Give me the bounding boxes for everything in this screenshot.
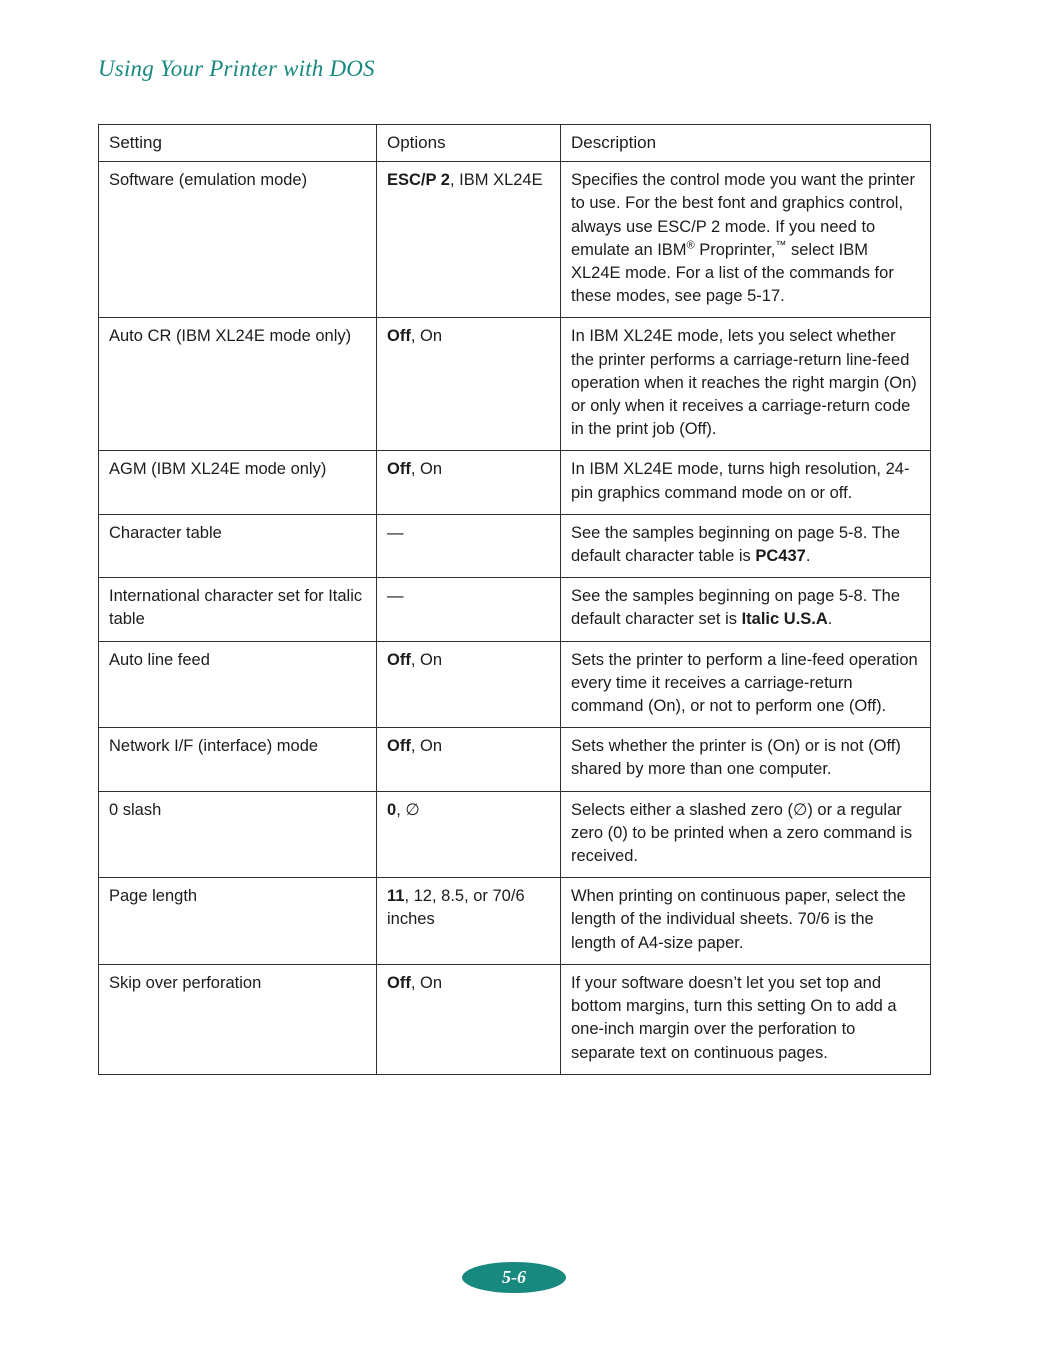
cell-description: Sets the printer to perform a line-feed operation every time it receives a carriage-return command (On), or not to perform one (Off). xyxy=(561,641,931,728)
cell-description: If your software doesn’t let you set top and bottom margins, turn this setting On to add a one-inch margin over the perforation to separate text on continuous pages. xyxy=(561,964,931,1074)
cell-setting: Skip over perforation xyxy=(99,964,377,1074)
cell-description: Selects either a slashed zero (∅) or a regular zero (0) to be printed when a zero command is received. xyxy=(561,791,931,878)
cell-options: Off, On xyxy=(377,641,561,728)
cell-options: Off, On xyxy=(377,451,561,514)
header-row xyxy=(99,125,931,162)
settings-table-header xyxy=(99,125,931,162)
page-number-badge: 5-6 xyxy=(462,1262,566,1293)
cell-description: See the samples beginning on page 5-8. The default character set is Italic U.S.A. xyxy=(561,578,931,641)
settings-table xyxy=(98,124,931,1075)
cell-setting: Network I/F (interface) mode xyxy=(99,728,377,791)
cell-setting: Auto line feed xyxy=(99,641,377,728)
page-title: Using Your Printer with DOS xyxy=(98,56,375,81)
cell-setting: International character set for Italic table xyxy=(99,578,377,641)
table-row xyxy=(99,964,931,1074)
cell-setting: Software (emulation mode) xyxy=(99,162,377,318)
column-header-options: Options xyxy=(377,125,561,162)
column-header-setting: Setting xyxy=(99,125,377,162)
cell-options: Off, On xyxy=(377,728,561,791)
table-row xyxy=(99,318,931,451)
cell-options: Off, On xyxy=(377,964,561,1074)
cell-description: When printing on continuous paper, select the length of the individual sheets. 70/6 is the length of A4-size paper. xyxy=(561,878,931,965)
cell-setting: 0 slash xyxy=(99,791,377,878)
table-row xyxy=(99,728,931,791)
cell-setting: Character table xyxy=(99,514,377,577)
cell-setting: AGM (IBM XL24E mode only) xyxy=(99,451,377,514)
cell-description: In IBM XL24E mode, turns high resolution, 24-pin graphics command mode on or off. xyxy=(561,451,931,514)
cell-description: In IBM XL24E mode, lets you select whether the printer performs a carriage-return line-feed operation when it reaches the right margin (On) or only when it receives a carriage-return code in the print job (Off). xyxy=(561,318,931,451)
column-header-description: Description xyxy=(561,125,931,162)
cell-options: — xyxy=(377,578,561,641)
table-row xyxy=(99,641,931,728)
table-row xyxy=(99,514,931,577)
cell-description: Specifies the control mode you want the printer to use. For the best font and graphics control, always use ESC/P 2 mode. If you need to emulate an IBM® Proprinter,™ select IBM XL24E mode. For a list of the commands for these modes, see page 5-17. xyxy=(561,162,931,318)
cell-options: 11, 12, 8.5, or 70/6 inches xyxy=(377,878,561,965)
table-row xyxy=(99,878,931,965)
settings-table-body xyxy=(99,162,931,1075)
cell-options: Off, On xyxy=(377,318,561,451)
cell-description: Sets whether the printer is (On) or is not (Off) shared by more than one computer. xyxy=(561,728,931,791)
table-row xyxy=(99,451,931,514)
cell-description: See the samples beginning on page 5-8. The default character table is PC437. xyxy=(561,514,931,577)
cell-setting: Auto CR (IBM XL24E mode only) xyxy=(99,318,377,451)
table-row xyxy=(99,791,931,878)
cell-options: ESC/P 2, IBM XL24E xyxy=(377,162,561,318)
cell-options: 0, ∅ xyxy=(377,791,561,878)
table-row xyxy=(99,162,931,318)
cell-options: — xyxy=(377,514,561,577)
cell-setting: Page length xyxy=(99,878,377,965)
table-row xyxy=(99,578,931,641)
